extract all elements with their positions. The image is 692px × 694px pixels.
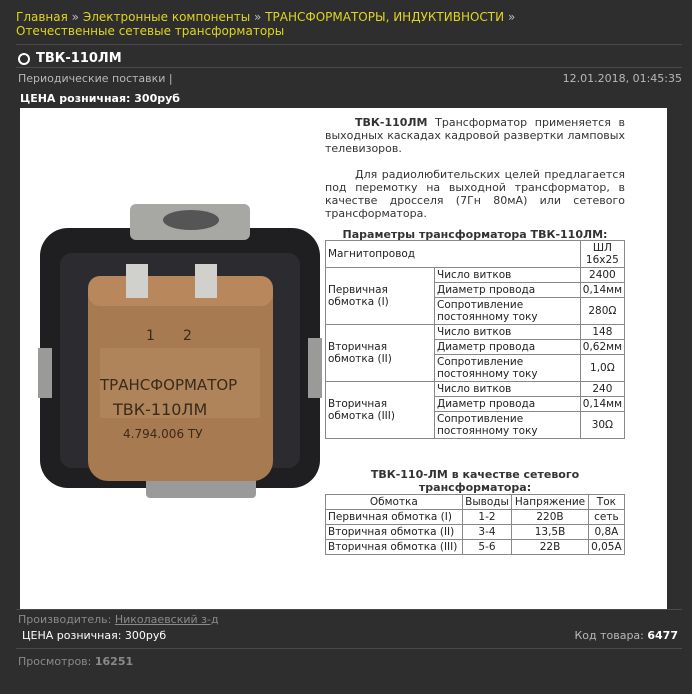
transformer-photo	[38, 198, 322, 508]
mains-table	[325, 494, 625, 555]
table-header: Ток	[588, 495, 624, 510]
table-cell: Число витков	[435, 268, 581, 283]
breadcrumb-transformers[interactable]: ТРАНСФОРМАТОРЫ, ИНДУКТИВНОСТИ	[265, 10, 505, 24]
table-cell: 0,05А	[588, 540, 624, 555]
product-title-row	[18, 51, 122, 66]
table-cell: Вторичная обмотка (II)	[326, 325, 435, 382]
manufacturer-label: Производитель:	[18, 613, 112, 626]
params-table-title: Параметры трансформатора ТВК-110ЛМ:	[342, 228, 608, 241]
table-header: Обмотка	[326, 495, 463, 510]
manufacturer	[18, 613, 219, 626]
table-row	[326, 325, 625, 340]
table-cell: Сопротивление постоянному току	[435, 412, 581, 439]
table-cell: 148	[580, 325, 624, 340]
table-cell: Первичная обмотка (I)	[326, 268, 435, 325]
table-cell: Число витков	[435, 325, 581, 340]
description-lead-text: Трансформатор применяется в выходных каскадах кадровой развертки ламповых телевизоров.	[325, 116, 625, 155]
clamp-hole	[163, 210, 219, 230]
product-code-value: 6477	[647, 629, 678, 642]
table-cell: 22В	[512, 540, 589, 555]
breadcrumb-electronic-components[interactable]: Электронные компоненты	[82, 10, 251, 24]
pin-number: 1	[146, 328, 155, 344]
breadcrumb	[16, 10, 676, 38]
table-row	[326, 540, 625, 555]
table-cell: 0,62мм	[580, 340, 624, 355]
coil-label-line2: ТВК-110ЛМ	[113, 400, 208, 419]
product-title: ТВК-110ЛМ	[36, 51, 122, 66]
product-code	[574, 629, 678, 642]
table-cell: Вторичная обмотка (III)	[326, 382, 435, 439]
divider	[16, 67, 682, 68]
breadcrumb-domestic-transformers[interactable]: Отечественные сетевые трансформаторы	[16, 24, 285, 38]
divider	[16, 44, 682, 45]
params-table	[325, 240, 625, 439]
coil-top	[88, 276, 273, 306]
table-cell: Первичная обмотка (I)	[326, 510, 463, 525]
coil-label-line3: 4.794.006 ТУ	[123, 427, 203, 441]
views-label: Просмотров:	[18, 655, 92, 668]
table-header-row	[326, 495, 625, 510]
table-cell: 220В	[512, 510, 589, 525]
table-cell: 2400	[580, 268, 624, 283]
table-cell: Диаметр провода	[435, 283, 581, 298]
description-paragraph	[325, 116, 625, 155]
table-cell: 3-4	[462, 525, 512, 540]
divider	[16, 648, 682, 649]
description-lead-bold: ТВК-110ЛМ	[355, 116, 428, 129]
description-paragraph: Для радиолюбительских целей предлагается под перемотку на выходной трансформатор, в качестве дросселя (7Гн 80мА) или сетевого трансформатора.	[325, 168, 625, 220]
table-cell: 1,0Ω	[580, 355, 624, 382]
table-cell: Вторичная обмотка (II)	[326, 525, 463, 540]
breadcrumb-separator: »	[254, 10, 262, 24]
table-cell: Сопротивление постоянному току	[435, 298, 581, 325]
product-content	[20, 108, 667, 610]
pin	[195, 264, 217, 298]
table-cell: сеть	[588, 510, 624, 525]
table-cell: Вторичная обмотка (III)	[326, 540, 463, 555]
table-cell: 5-6	[462, 540, 512, 555]
breadcrumb-home[interactable]: Главная	[16, 10, 68, 24]
retail-price-bottom: ЦЕНА розничная: 300руб	[22, 629, 167, 642]
coil-label-line1: ТРАНСФОРМАТОР	[100, 376, 238, 394]
table-cell: ШЛ 16х25	[580, 241, 624, 268]
table-cell: 0,8А	[588, 525, 624, 540]
views-counter	[18, 655, 133, 668]
table-row	[326, 510, 625, 525]
table-cell: 0,14мм	[580, 397, 624, 412]
table-cell: 0,14мм	[580, 283, 624, 298]
pin-number: 2	[183, 328, 192, 344]
side-clamp	[308, 338, 322, 398]
mains-table-title: ТВК-110-ЛМ в качестве сетевого трансформатора:	[370, 468, 580, 494]
breadcrumb-separator: »	[71, 10, 80, 24]
table-cell: 13,5В	[512, 525, 589, 540]
product-code-label: Код товара:	[574, 629, 644, 642]
pin	[126, 264, 148, 298]
table-cell: 240	[580, 382, 624, 397]
post-date: 12.01.2018, 01:45:35	[562, 72, 682, 85]
table-row	[326, 382, 625, 397]
views-value: 16251	[94, 655, 134, 668]
retail-price: ЦЕНА розничная: 300руб	[20, 92, 180, 105]
side-clamp	[38, 348, 52, 398]
table-cell: Сопротивление постоянному току	[435, 355, 581, 382]
availability-text: Периодические поставки |	[18, 72, 173, 85]
circle-bullet-icon	[18, 53, 30, 65]
table-row	[326, 268, 625, 283]
divider	[16, 609, 682, 610]
table-header: Выводы	[462, 495, 512, 510]
table-header: Напряжение	[512, 495, 589, 510]
manufacturer-link[interactable]: Николаевский з-д	[114, 613, 219, 626]
product-description	[325, 116, 625, 233]
table-cell: Диаметр провода	[435, 340, 581, 355]
table-row	[326, 241, 625, 268]
breadcrumb-separator: »	[507, 10, 516, 24]
table-cell: Число витков	[435, 382, 581, 397]
table-cell: 280Ω	[580, 298, 624, 325]
table-cell: Магнитопровод	[326, 241, 581, 268]
table-cell: 30Ω	[580, 412, 624, 439]
table-cell: Диаметр провода	[435, 397, 581, 412]
table-cell: 1-2	[462, 510, 512, 525]
table-row	[326, 525, 625, 540]
